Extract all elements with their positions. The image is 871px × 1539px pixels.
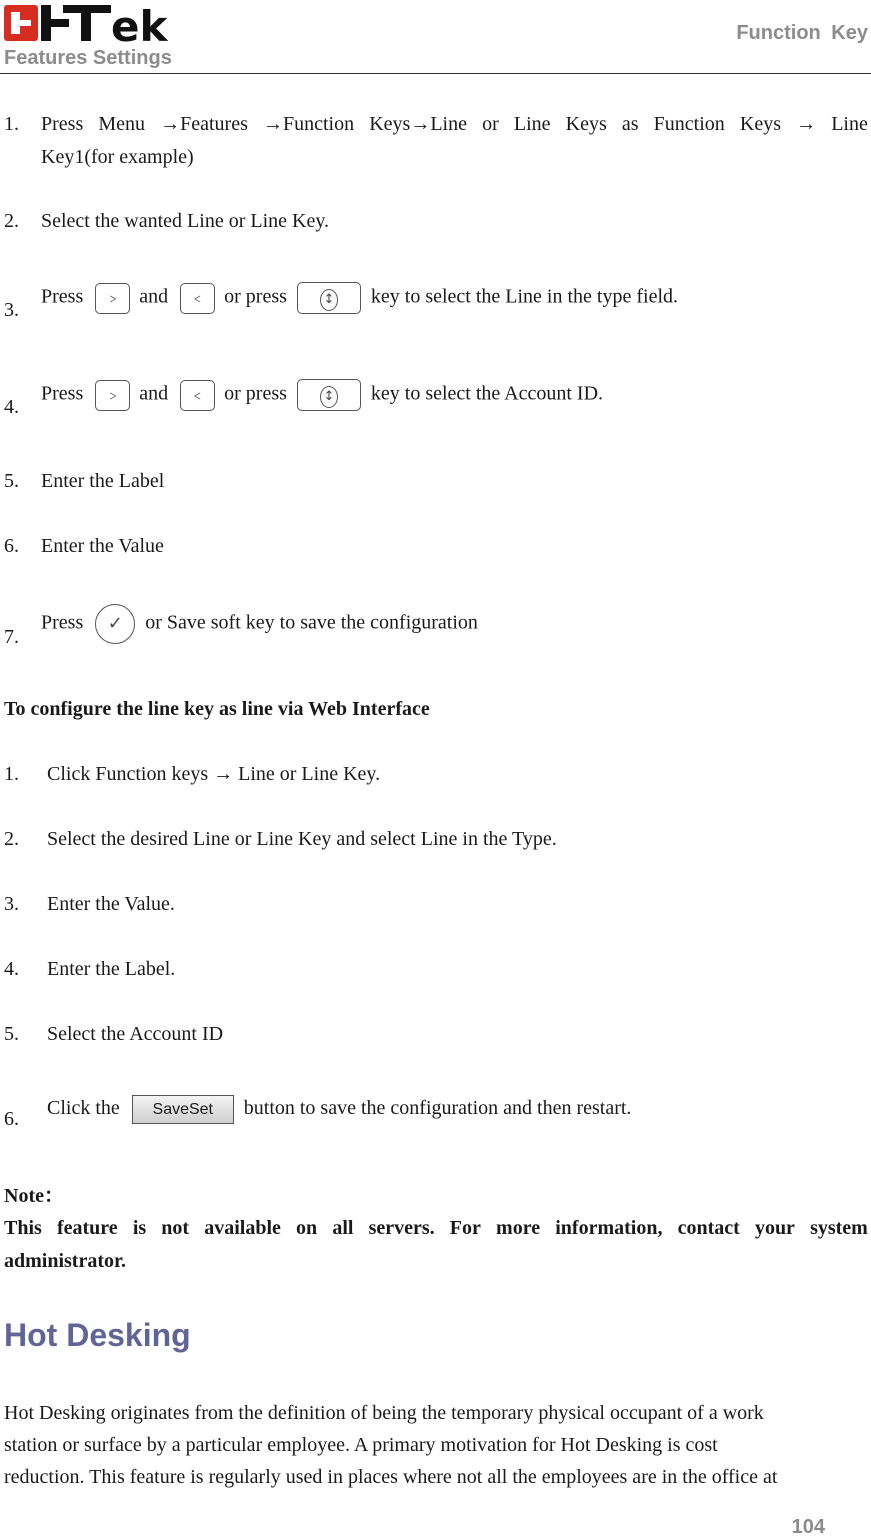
- updown-key-icon: ↕: [297, 379, 361, 411]
- header-chapter-title: Function Key: [736, 22, 868, 44]
- web-interface-heading: To configure the line key as line via Web Interface: [4, 698, 430, 720]
- step-1-line-1: Press Menu →Features →Function Keys→Line or Line Keys as Function Keys → Line: [41, 113, 868, 135]
- right-key-icon: ﹥: [95, 380, 130, 411]
- ok-key-icon: ✓: [95, 604, 135, 644]
- paragraph-line-3: reduction. This feature is regularly used in places where not all the employees are in the office at: [4, 1466, 778, 1488]
- page-header: [0, 0, 871, 75]
- left-key-icon: ﹤: [180, 380, 215, 411]
- section-title-hot-desking: Hot Desking: [4, 1317, 191, 1353]
- updown-key-icon: ↕: [297, 282, 361, 314]
- left-key-icon: ﹤: [180, 283, 215, 314]
- step-number: 1.: [4, 113, 19, 135]
- paragraph-line-1: Hot Desking originates from the definition of being the temporary physical occupant of a work: [4, 1402, 764, 1424]
- header-section-title: Features Settings: [4, 47, 172, 69]
- right-key-icon: ﹥: [95, 283, 130, 314]
- page-number: 104: [791, 1516, 825, 1538]
- saveset-button-image: SaveSet: [132, 1095, 234, 1124]
- note-label: Note：: [4, 1185, 64, 1207]
- note-text-line-2: administrator.: [4, 1250, 127, 1272]
- svg-text:ek: ek: [111, 2, 168, 46]
- header-divider: [0, 73, 871, 74]
- note-text-line-1: This feature is not available on all servers. For more information, contact your system: [4, 1217, 868, 1239]
- htek-logo: [3, 2, 191, 46]
- paragraph-line-2: station or surface by a particular employee. A primary motivation for Hot Desking is cost: [4, 1434, 718, 1456]
